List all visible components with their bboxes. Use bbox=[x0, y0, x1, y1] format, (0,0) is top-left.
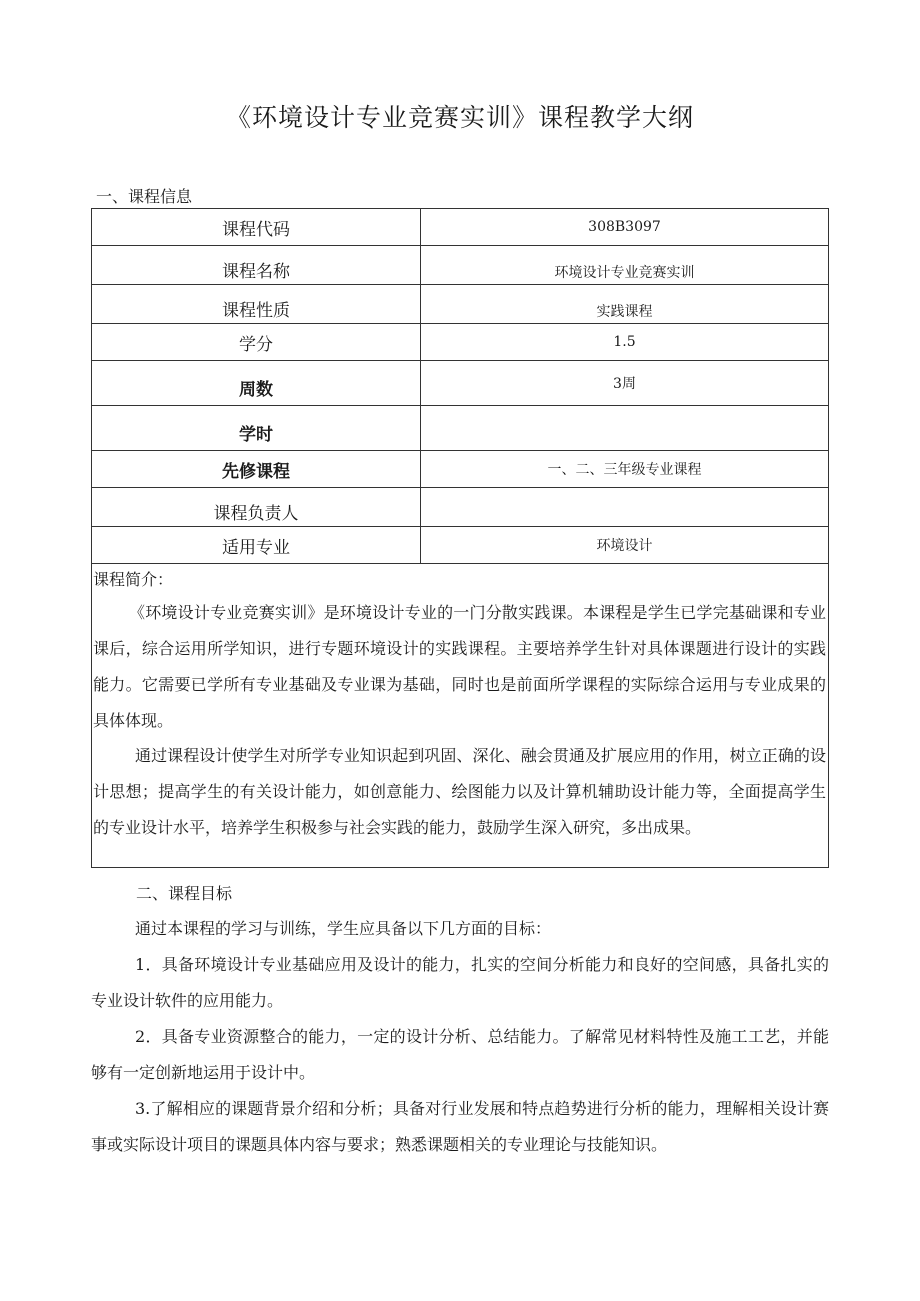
course-intro-paragraph: 通过课程设计使学生对所学专业知识起到巩固、深化、融会贯通及扩展应用的作用，树立正确的设计思想；提高学生的有关设计能力，如创意能力、绘图能力以及计算机辅助设计能力等，全面提高学生的专业设计水平，培养学生积极参与社会实践的能力，鼓励学生深入研究，多出成果。 bbox=[93, 746, 826, 837]
row-value bbox=[421, 488, 829, 527]
row-key: 先修课程 bbox=[92, 451, 421, 488]
course-info-table bbox=[91, 208, 829, 564]
goal-item: 3.了解相应的课题背景介绍和分析；具备对行业发展和特点趋势进行分析的能力，理解相关设计赛事或实际设计项目的课题具体内容与要求；熟悉课题相关的专业理论与技能知识。 bbox=[91, 1099, 829, 1154]
table-row bbox=[92, 324, 829, 361]
row-key: 周数 bbox=[92, 361, 421, 406]
row-key: 课程负责人 bbox=[92, 488, 421, 527]
row-value: 实践课程 bbox=[421, 285, 829, 324]
table-row bbox=[92, 488, 829, 527]
course-goals bbox=[91, 911, 829, 1163]
row-key: 学分 bbox=[92, 324, 421, 361]
table-row bbox=[92, 406, 829, 451]
row-value: 3周 bbox=[421, 361, 829, 406]
row-value: 环境设计专业竞赛实训 bbox=[421, 246, 829, 285]
table-row bbox=[92, 209, 829, 246]
goal-item: 1．具备环境设计专业基础应用及设计的能力，扎实的空间分析能力和良好的空间感，具备扎实的专业设计软件的应用能力。 bbox=[91, 955, 829, 1010]
row-key: 课程代码 bbox=[92, 209, 421, 246]
table-row bbox=[92, 285, 829, 324]
row-value: 一、二、三年级专业课程 bbox=[421, 451, 829, 488]
table-row bbox=[92, 246, 829, 285]
goal-item: 2．具备专业资源整合的能力，一定的设计分析、总结能力。了解常见材料特性及施工工艺，并能够有一定创新地运用于设计中。 bbox=[91, 1027, 829, 1082]
row-key: 课程名称 bbox=[92, 246, 421, 285]
section-heading-course-goals: 二、课程目标 bbox=[136, 884, 233, 903]
row-value: 1.5 bbox=[421, 324, 829, 361]
course-intro-paragraph: 《环境设计专业竞赛实训》是环境设计专业的一门分散实践课。本课程是学生已学完基础课和专业课后，综合运用所学知识，进行专题环境设计的实践课程。主要培养学生针对具体课题进行设计的实践能力。它需要已学所有专业基础及专业课为基础，同时也是前面所学课程的实际综合运用与专业成果的具体体现。 bbox=[93, 603, 826, 730]
row-key: 学时 bbox=[92, 406, 421, 451]
document-title: 《环境设计专业竞赛实训》课程教学大纲 bbox=[225, 103, 694, 132]
section-heading-course-info: 一、课程信息 bbox=[96, 187, 193, 206]
row-key: 课程性质 bbox=[92, 285, 421, 324]
row-value: 环境设计 bbox=[421, 527, 829, 564]
row-value: 308B3097 bbox=[421, 209, 829, 246]
goals-intro: 通过本课程的学习与训练，学生应具备以下几方面的目标： bbox=[135, 919, 552, 938]
table-row bbox=[92, 361, 829, 406]
table-row bbox=[92, 451, 829, 488]
course-intro-label: 课程简介： bbox=[93, 570, 174, 589]
row-key: 适用专业 bbox=[92, 527, 421, 564]
row-value bbox=[421, 406, 829, 451]
